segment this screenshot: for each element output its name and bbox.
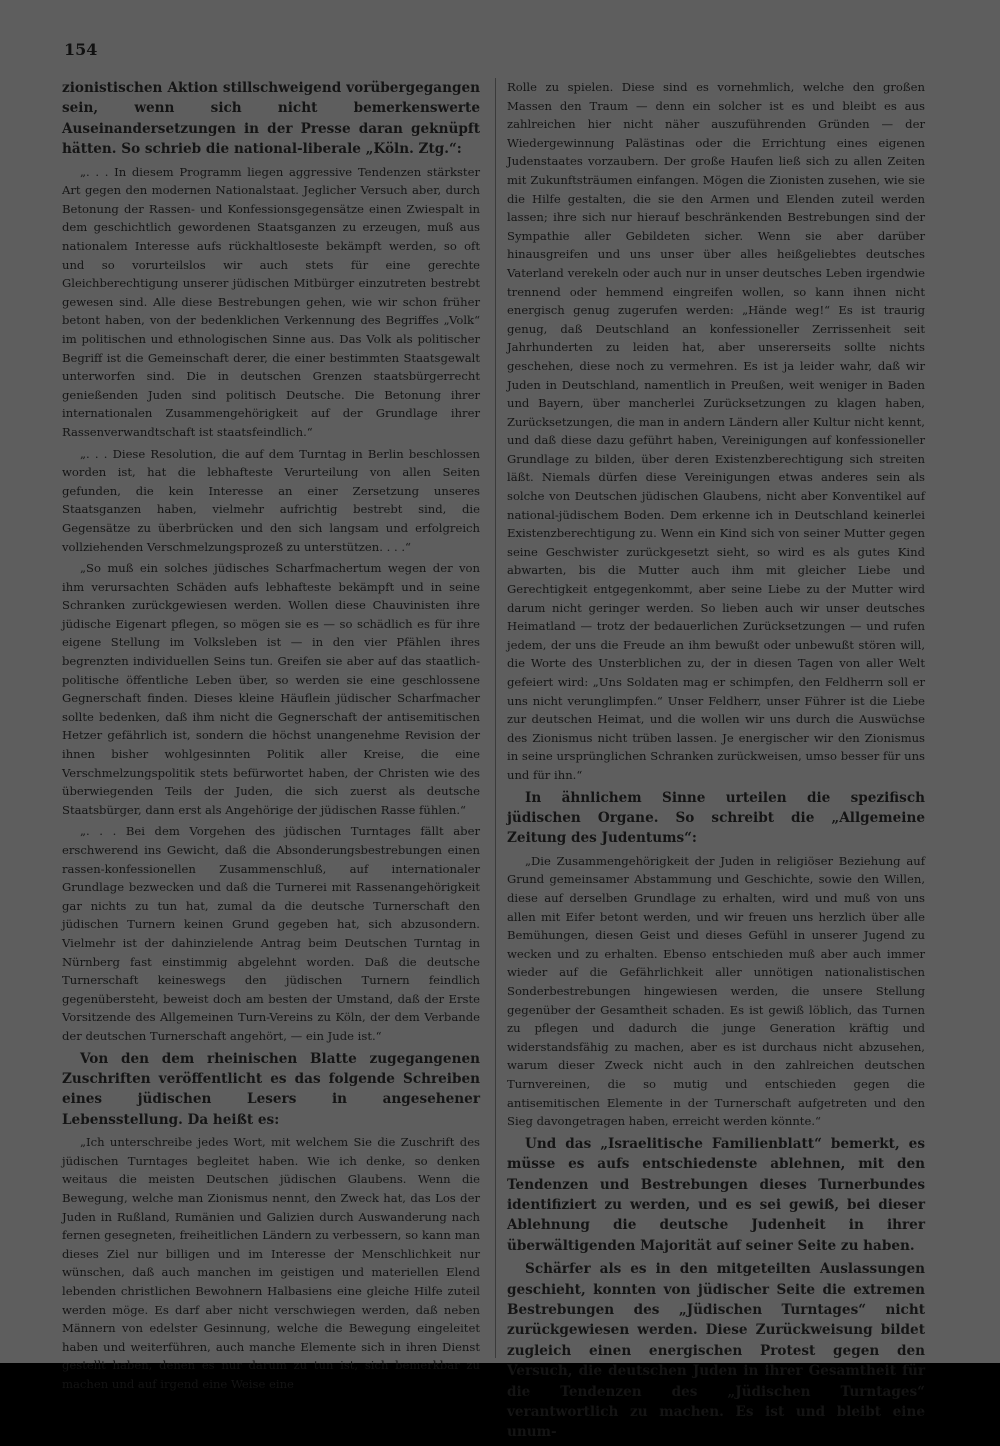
quote-paragraph: „So muß ein solches jüdisches Scharfmachertum wegen der von ihm verursachten Schäden aufs lebhafteste bekämpft und in seine Schranken zurückgewiesen werden. Wollen diese Chauvinisten ihre jüdische Eigenart pflegen, so mögen sie es — so schädlich es für ihre eigene Stellung im Volksleben ist — in den vier Pfählen ihres begrenzten individuellen Seins tun. Greifen sie aber auf das staatlich-politische öffentliche Leben über, so werden sie eine geschlossene Gegnerschaft finden. Dieses kleine Häuflein jüdischer Scharfmacher sollte bedenken, daß ihm nicht die Gegnerschaft der antisemitischen Hetzer gefährlich ist, sondern die höchst unangenehme Revision der ihnen bisher wohlgesinnten Politik aller Kreise, die eine Verschmelzungspolitik stets befürwortet haben, der Christen wie des überwiegenden Teils der Juden, die sich zuerst als deutsche Staatsbürger, dann erst als Angehörige der jüdischen Rasse fühlen.“ (62, 561, 480, 817)
quote-paragraph: „. . . Bei dem Vorgehen des jüdischen Turntages fällt aber erschwerend ins Gewicht, daß die Absonderungsbestrebungen einen rassen-konfessionellen Zusammenschluß, auf internationaler Grundlage bezwecken und daß die Turnerei mit Rassenangehörigkeit gar nichts zu tun hat, zumal da die deutsche Turnerschaft den jüdischen Turnern keinen Grund gegeben hat, sich abzusondern. Vielmehr ist der dahinzielende Antrag beim Deutschen Turntag in Nürnberg fast einstimmig abgelehnt worden. Daß die deutsche Turnerschaft keineswegs den jüdischen Turnern feindlich gegenübersteht, beweist doch am besten der Umstand, daß der Erste Vorsitzende des Allgemeinen Turn-Vereins zu Köln, der dem Verbande der deutschen Turnerschaft angehört, — ein Jude ist.“ (62, 824, 480, 1043)
body-paragraph: zionistischen Aktion stillschweigend vorübergegangen sein, wenn sich nicht bemerkenswerte Auseinandersetzungen in der Presse daran geknüpft hätten. So schrieb die national-liberale „Köln. Ztg.“: (62, 80, 480, 158)
right-column (507, 78, 925, 1441)
quote-paragraph: „. . . Diese Resolution, die auf dem Turntag in Berlin beschlossen worden ist, hat die lebhafteste Verurteilung von allen Seiten gefunden, die kein Interesse an einer Zersetzung unseres Staatsganzen haben, vielmehr aufrichtig bestrebt sind, die Gegensätze zu überbrücken und den sich langsam und erfolgreich vollziehenden Verschmelzungsprozeß zu unterstützen. . . .“ (62, 446, 480, 554)
body-paragraph: Und das „Israelitische Familienblatt“ bemerkt, es müsse es aufs entschiedenste ablehnen, mit den Tendenzen und Bestrebungen dieses Turnerbundes identifiziert zu werden, und es sei gewiß, bei dieser Ablehnung die deutsche Judenheit in ihrer überwältigenden Majorität auf seiner Seite zu haben. (507, 1135, 925, 1254)
column-divider (495, 78, 496, 1358)
body-paragraph: Schärfer als es in den mitgeteilten Auslassungen geschieht, konnten von jüdischer Seite die extremen Bestrebungen des „Jüdischen Turntages“ nicht zurückgewiesen werden. Diese Zurückweisung bildet zugleich einen energischen Protest gegen den Versuch, die deutschen Juden in ihrer Gesamtheit für die Tendenzen des „Jüdischen Turntages“ verantwortlich zu machen. Es ist und bleibt eine unum- (507, 1261, 925, 1441)
quote-paragraph: Rolle zu spielen. Diese sind es vornehmlich, welche den großen Massen den Traum — denn ein solcher ist es und bleibt es aus zahlreichen hier nicht näher auszuführenden Gründen — der Wiedergewinnung Palästinas oder die Errichtung eines eigenen Judenstaates vorzaubern. Der große Haufen ließ sich zu allen Zeiten mit Zukunftsträumen einfangen. Mögen die Zionisten zusehen, wie sie die Hilfe gestalten, die sie den Armen und Elenden zuteil werden lassen; ihre sich nur hierauf beschränkenden Bestrebungen sind der Sympathie aller Gebildeten sicher. Wenn sie aber darüber hinausgreifen und uns unser über alles heißgeliebtes deutsches Vaterland verekeln oder auch nur in unser deutsches Leben irgendwie trennend oder hemmend eingreifen wollen, so kann ihnen nicht energisch genug zugerufen werden: „Hände weg!“ Es ist traurig genug, daß Deutschland an konfessioneller Zerrissenheit seit Jahrhunderten zu leiden hat, aber unsererseits sollte nichts geschehen, diese noch zu vermehren. Es ist ja leider wahr, daß wir Juden in Deutschland, namentlich in Preußen, weit weniger in Baden und Bayern, über mancherlei Zurücksetzungen zu klagen haben, Zurücksetzungen, die man in andern Ländern aller Kultur nicht kennt, und daß diese dazu geführt haben, Vereinigungen auf konfessioneller Grundlage zu bilden, über deren Existenzberechtigung sich streiten läßt. Niemals dürfen diese Vereinigungen etwas anderes sein als solche von Deutschen jüdischen Glaubens, nicht aber Konventikel auf national-jüdischem Boden. Dem erkenne ich in Deutschland keinerlei Existenzberechtigung zu. Wenn ein Kind sich von seiner Mutter gegen seine Geschwister zurückgesetzt sieht, so wird es als gutes Kind abwarten, bis die Mutter auch ihm mit gleicher Liebe und Gerechtigkeit entgegenkommt, aber seine Liebe zu der Mutter wird darum nicht geringer werden. So lieben auch wir unser deutsches Heimatland — trotz der bedauerlichen Zurücksetzungen — und rufen jedem, der uns die Freude an ihm bewußt oder unbewußt stören will, die Worte des Unsterblichen zu, der in diesen Tagen von aller Welt gefeiert wird: „Uns Soldaten mag er schimpfen, den Feldherrn soll er uns nicht verunglimpfen.“ Unser Feldherr, unser Führer ist die Liebe zur deutschen Heimat, und die wollen wir uns durch die Auswüchse des Zionismus nicht trüben lassen. Je energischer wir den Zionismus in seine ursprünglichen Schranken zurückweisen, umso besser für uns und für ihn.“ (507, 80, 925, 782)
quote-paragraph: „Ich unterschreibe jedes Wort, mit welchem Sie die Zuschrift des jüdischen Turntages begleitet haben. Wie ich denke, so denken weitaus die meisten Deutschen jüdischen Glaubens. Wenn die Bewegung, welche man Zionismus nennt, den Zweck hat, das Los der Juden in Rußland, Rumänien und Galizien durch Auswanderung nach fernen gesegneten, freiheitlichen Ländern zu verbessern, so kann man dieses Ziel nur billigen und im Interesse der Menschlichkeit nur wünschen, daß auch manchen im geistigen und materiellen Elend lebenden christlichen Bewohnern Halbasiens eine gleiche Hilfe zuteil werden möge. Es darf aber nicht verschwiegen werden, daß neben Männern von edelster Gesinnung, welche die Bewegung eingeleitet haben und weiterführen, auch manche Elemente sich in ihren Dienst gestellt haben, denen es nur darum zu tun ist, sich bemerkbar zu machen und auf irgend eine Weise eine (62, 1135, 480, 1391)
body-paragraph: Von den dem rheinischen Blatte zugegangenen Zuschriften veröffentlicht es das folgende Schreiben eines jüdischen Lesers in angesehener Lebensstellung. Da heißt es: (62, 1050, 480, 1128)
quote-paragraph: „. . . In diesem Programm liegen aggressive Tendenzen stärkster Art gegen den modernen Nationalstaat. Jeglicher Versuch aber, durch Betonung der Rassen- und Konfessionsgegensätze einen Zwiespalt in dem geschichtlich gewordenen Staatsganzen zu erzeugen, muß aus nationalem Interesse aufs rückhaltloseste bekämpft werden, so oft und so vorurteilslos wir auch stets für eine gerechte Gleichberechtigung unserer jüdischen Mitbürger einzutreten bestrebt gewesen sind. Alle diese Bestrebungen gehen, wie wir schon früher betont haben, von der bedenklichen Verkennung des Begriffes „Volk“ im politischen und ethnologischen Sinne aus. Das Volk als politischer Begriff ist die Gemeinschaft derer, die einer bestimmten Staatsgewalt unterworfen sind. Die in deutschen Grenzen staatsbürgerrecht genießenden Juden sind politisch Deutsche. Die Betonung ihrer internationalen Zusammengehörigkeit auf der Grundlage ihrer Rassenverwandtschaft ist staatsfeindlich.“ (62, 164, 480, 439)
body-paragraph: In ähnlichem Sinne urteilen die spezifisch jüdischen Organe. So schreibt die „Allgemeine Zeitung des Judentums“: (507, 789, 925, 847)
quote-paragraph: „Die Zusammengehörigkeit der Juden in religiöser Beziehung auf Grund gemeinsamer Abstammung und Geschichte, sowie den Willen, diese auf derselben Grundlage zu erhalten, wird und muß von uns allen mit Eifer betont werden, und wir freuen uns herzlich über alle Bemühungen, diesen Geist und dieses Gefühl in unserer Jugend zu wecken und zu erhalten. Ebenso entschieden muß aber auch immer wieder auf die Gefährlichkeit aller unnötigen nationalistischen Sonderbestrebungen hingewiesen werden, die unsere Stellung gegenüber der Gesamtheit schaden. Es ist gewiß löblich, das Turnen zu pflegen und dadurch die junge Generation kräftig und widerstandsfähig zu machen, aber es ist durchaus nicht abzusehen, warum dieser Zweck nicht auch in den zahlreichen deutschen Turnvereinen, die so mutig und entschieden gegen die antisemitischen Elemente in der Turnerschaft aufgetreten und den Sieg davongetragen haben, erreicht werden könnte.“ (507, 853, 925, 1129)
page-number: 154 (64, 40, 98, 59)
left-column (62, 78, 480, 1391)
